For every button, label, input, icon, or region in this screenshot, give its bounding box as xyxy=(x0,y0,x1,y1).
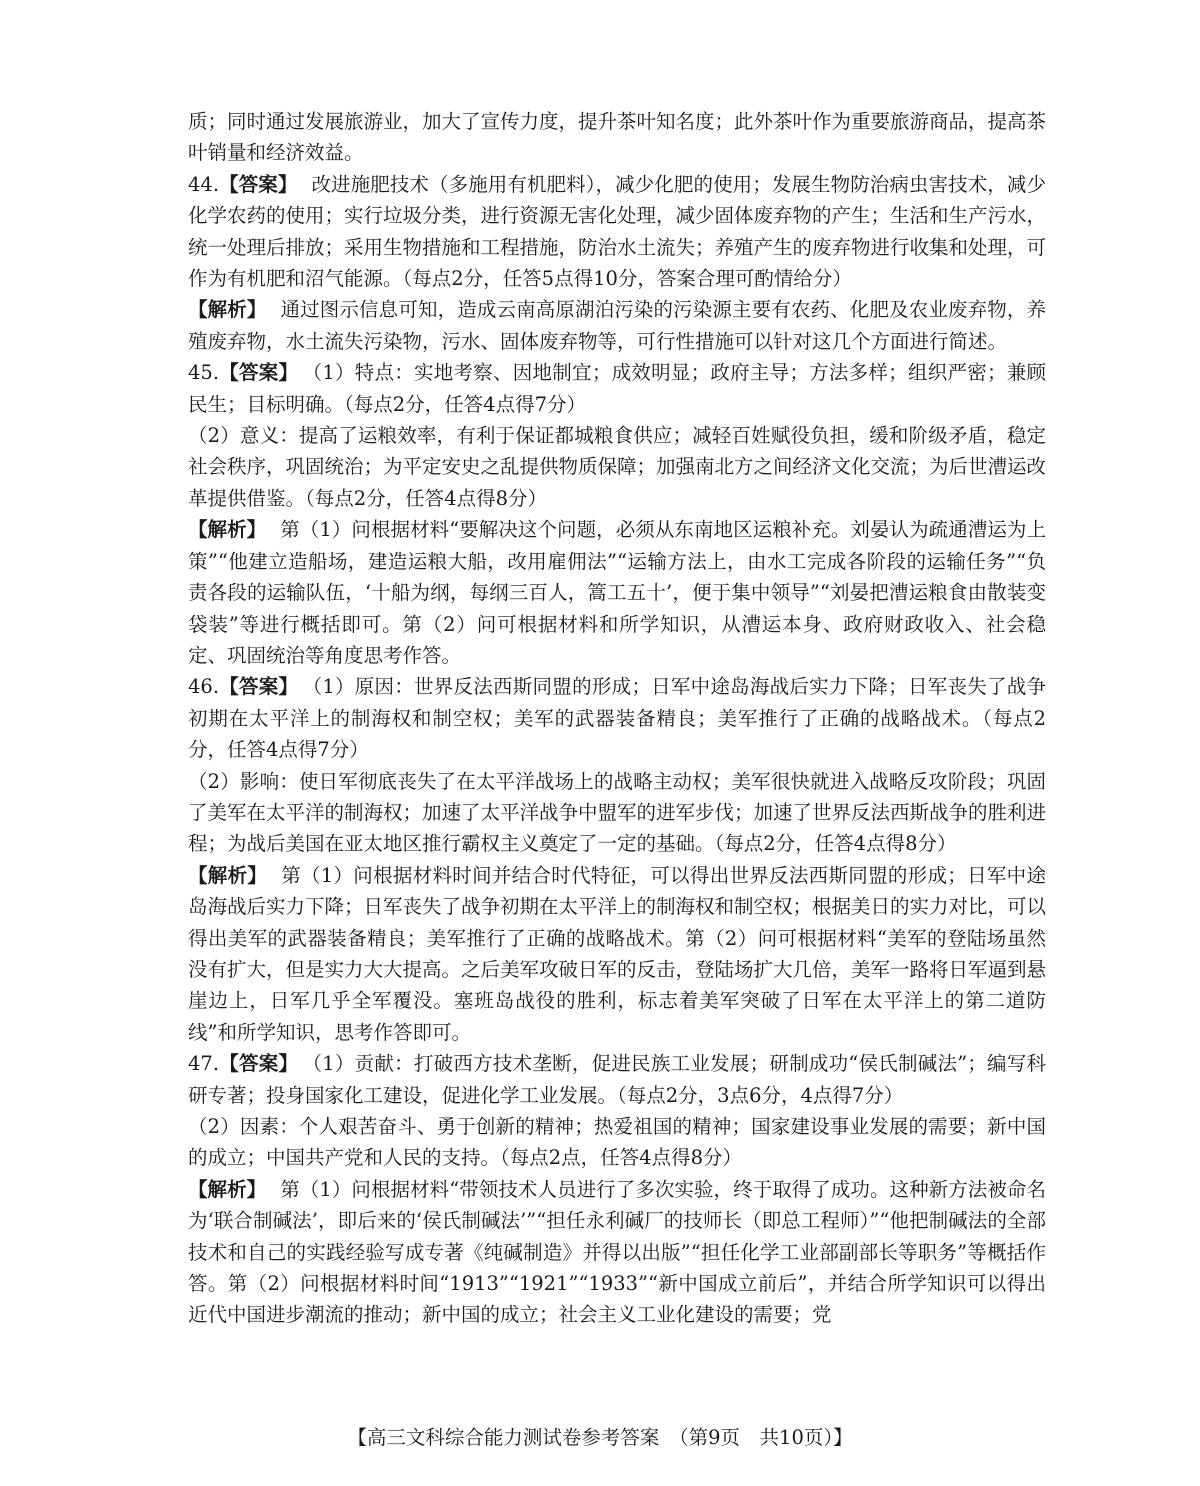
answer-part-1: （1）原因：世界反法西斯同盟的形成；日军中途岛海战后实力下降；日军丧失了战争初期在太平洋上的制海权和制空权；美军的武器装备精良；美军推行了正确的战略战术。（每点2分，任答4点得7分） xyxy=(188,675,1046,762)
analysis-tag: 【解析】 xyxy=(188,863,268,887)
question-44 xyxy=(188,169,1046,357)
answer-part-1: （1）贡献：打破西方技术垄断，促进民族工业发展；研制成功“侯氏制碱法”；编写科研专著；投身国家化工建设，促进化学工业发展。（每点2分，3点6分，4点得7分） xyxy=(188,1052,1046,1107)
question-number: 47. xyxy=(188,1052,220,1076)
answer-part-2: （2）因素：个人艰苦奋斗、勇于创新的精神；热爱祖国的精神；国家建设事业发展的需要；新中国的成立；中国共产党和人民的支持。（每点2点，任答4点得8分） xyxy=(188,1115,1046,1170)
answer-tag: 【答案】 xyxy=(219,1052,299,1076)
question-46 xyxy=(188,671,1046,1048)
analysis-text: 第（1）问根据材料时间并结合时代特征，可以得出世界反法西斯同盟的形成；日军中途岛海战后实力下降；日军丧失了战争初期在太平洋上的制海权和制空权；根据美日的实力对比，可以得出美军的武器装备精良；美军推行了正确的战略战术。第（2）问可根据材料“美军的登陆场虽然没有扩大，但是实力大大提高。之后美军攻破日军的反击，登陆场扩大几倍，美军一路将日军逼到悬崖边上，日军几乎全军覆没。塞班岛战役的胜利，标志着美军突破了日军在太平洋上的第二道防线”和所学知识，思考作答即可。 xyxy=(188,863,1047,1044)
answer-tag: 【答案】 xyxy=(219,172,298,196)
analysis-text: 第（1）问根据材料“要解决这个问题，必须从东南地区运粮补充。刘晏认为疏通漕运为上策”“他建立造船场，建造运粮大船，改用雇佣法”“运输方法上，由水工完成各阶段的运输任务”“负责各段的运输队伍，‘十船为纲，每纲三百人，篙工五十’，便于集中领导”“刘晏把漕运粮食由散装变袋装”等进行概括即可。第（2）问可根据材料和所学知识，从漕运本身、政府财政收入、社会稳定、巩固统治等角度思考作答。 xyxy=(188,518,1046,667)
analysis-text: 通过图示信息可知，造成云南高原湖泊污染的污染源主要有农药、化肥及农业废弃物，养殖废弃物，水土流失污染物，污水、固体废弃物等，可行性措施可以针对这几个方面进行简述。 xyxy=(188,298,1046,353)
answer-tag: 【答案】 xyxy=(219,361,299,385)
analysis-tag: 【解析】 xyxy=(188,1177,267,1201)
question-number: 44. xyxy=(188,172,220,196)
answer-page xyxy=(188,106,1046,1331)
question-number: 46. xyxy=(188,675,220,699)
question-47 xyxy=(188,1048,1046,1331)
answer-part-1: （1）特点：实地考察、因地制宜；成效明显；政府主导；方法多样；组织严密；兼顾民生；目标明确。（每点2分，任答4点得7分） xyxy=(188,361,1046,416)
question-number: 45. xyxy=(188,361,220,385)
answer-part-2: （2）影响：使日军彻底丧失了在太平洋战场上的战略主动权；美军很快就进入战略反攻阶段；巩固了美军在太平洋的制海权；加速了太平洋战争中盟军的进军步伐；加速了世界反法西斯战争的胜利进程；为战后美国在亚太地区推行霸权主义奠定了一定的基础。（每点2分，任答4点得8分） xyxy=(188,769,1047,856)
analysis-tag: 【解析】 xyxy=(188,298,267,322)
intro-paragraph: 质；同时通过发展旅游业，加大了宣传力度，提升茶叶知名度；此外茶叶作为重要旅游商品，提高茶叶销量和经济效益。 xyxy=(188,110,1047,165)
answer-tag: 【答案】 xyxy=(219,675,299,699)
analysis-text: 第（1）问根据材料“带领技术人员进行了多次实验，终于取得了成功。这种新方法被命名为‘联合制碱法’，即后来的‘侯氏制碱法’”“担任永利碱厂的技师长（即总工程师）”“他把制碱法的全部技术和自己的实践经验写成专著《纯碱制造》并得以出版”“担任化学工业部副部长等职务”等概括作答。第（2）问根据材料时间“1913”“1921”“1933”“新中国成立前后”，并结合所学知识可以得出近代中国进步潮流的推动；新中国的成立；社会主义工业化建设的需要；党 xyxy=(188,1177,1046,1327)
answer-part-2: （2）意义：提高了运粮效率，有利于保证都城粮食供应；减轻百姓赋役负担，缓和阶级矛盾，稳定社会秩序，巩固统治；为平定安史之乱提供物质保障；加强南北方之间经济文化交流；为后世漕运改革提供借鉴。（每点2分，任答4点得8分） xyxy=(188,424,1047,510)
analysis-tag: 【解析】 xyxy=(188,518,267,542)
question-45 xyxy=(188,357,1046,671)
page-footer: 【高三文科综合能力测试卷参考答案 （第9页 共10页）】 xyxy=(347,1426,853,1449)
answer-text: 改进施肥技术（多施用有机肥料），减少化肥的使用；发展生物防治病虫害技术，减少化学农药的使用；实行垃圾分类，进行资源无害化处理，减少固体废弃物的产生；生活和生产污水，统一处理后排放；采用生物措施和工程措施，防治水土流失；养殖产生的废弃物进行收集和处理，可作为有机肥和沼气能源。（每点2分，任答5点得10分，答案合理可酌情给分） xyxy=(188,172,1047,291)
